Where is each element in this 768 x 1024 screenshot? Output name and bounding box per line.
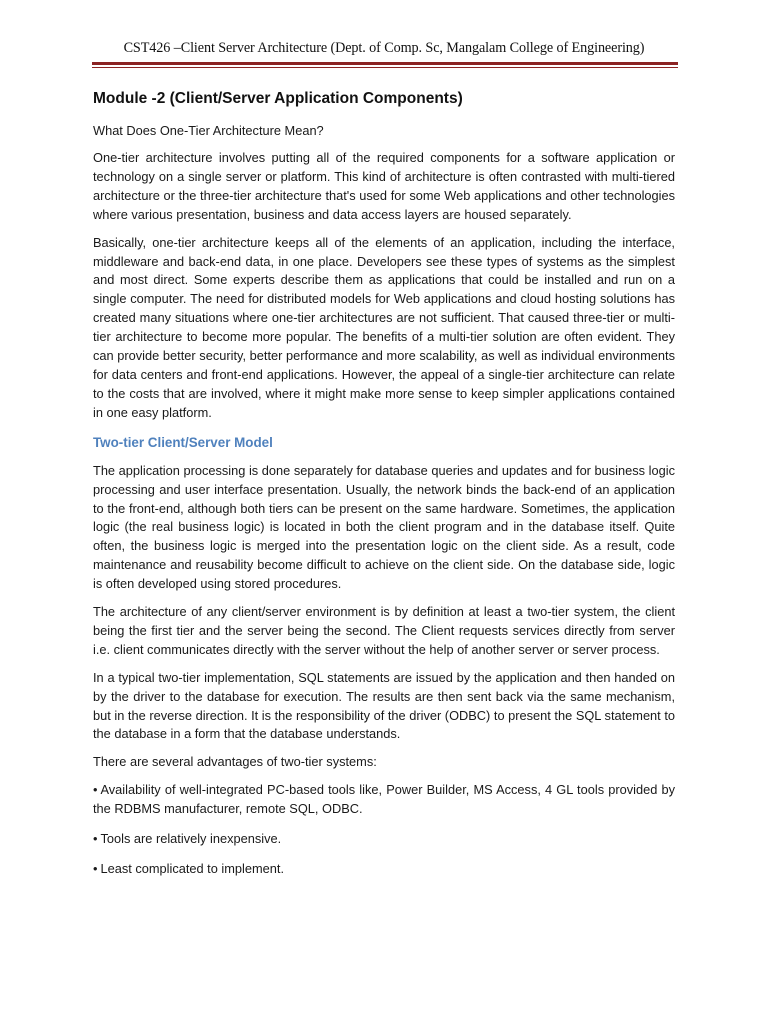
advantage-bullet-3	[93, 860, 675, 879]
bullet-marker: •	[93, 861, 98, 876]
header-rule-thin	[92, 67, 678, 68]
one-tier-paragraph-1: One-tier architecture involves putting all of the required components for a software application or technology on a single server or platform. This kind of architecture is often contrasted with multi-tiered architecture or the three-tier architecture that's used for some Web applications and other technologies where various presentation, business and data access layers are housed separately.	[93, 150, 675, 222]
header-rule-thick	[92, 62, 678, 65]
advantage-bullet-2	[93, 830, 675, 849]
advantage-bullet-1	[93, 781, 675, 819]
document-body	[93, 86, 675, 890]
two-tier-paragraph-2: The architecture of any client/server environment is by definition at least a two-tier system, the client being the first tier and the server being the second. The Client requests services directly from server i.e. client communicates directly with the server without the help of another server or server process.	[93, 604, 675, 657]
one-tier-question: What Does One-Tier Architecture Mean?	[93, 123, 324, 138]
bullet-text: Least complicated to implement.	[100, 861, 284, 876]
two-tier-paragraph-1: The application processing is done separately for database queries and updates and for business logic processing and user interface presentation. Usually, the network binds the back-end of an application to the front-end, although both tiers can be present on the same hardware. Sometimes, the application logic (the real business logic) is located in both the client program and in the database itself. Quite often, the business logic is merged into the presentation logic on the client side. As a result, code maintenance and reusability become difficult to achieve on the client side. On the database side, logic is often developed using stored procedures.	[93, 462, 675, 592]
one-tier-paragraph-2: Basically, one-tier architecture keeps all of the elements of an application, including the interface, middleware and back-end data, in one place. Developers see these types of systems as the simplest and most direct. Some experts describe them as applications that could be installed and run on a single computer. The need for distributed models for Web applications and cloud hosting solutions has created many situations where one-tier architectures are not sufficient. That caused three-tier or multi-tier architecture to become more popular. The benefits of a multi-tier solution are often evident. They can provide better security, better performance and more scalability, as well as individual environments for data centers and front-end applications. However, the appeal of a single-tier architecture can relate to the costs that are involved, where it might make more sense to keep simpler applications contained in one easy platform.	[93, 234, 675, 420]
bullet-text: Tools are relatively inexpensive.	[100, 831, 282, 847]
bullet-marker: •	[93, 831, 98, 847]
module-title: Module -2 (Client/Server Application Components)	[93, 90, 463, 107]
bullet-marker: •	[93, 782, 98, 798]
bullet-text: Availability of well-integrated PC-based tools like, Power Builder, MS Access, 4 GL tools provided by the RDBMS manufacturer, remote SQL, ODBC.	[93, 782, 675, 817]
two-tier-paragraph-3: In a typical two-tier implementation, SQL statements are issued by the application and then handed on by the driver to the database for execution. The results are then sent back via the same mechanism, but in the reverse direction. It is the responsibility of the driver (ODBC) to present the SQL statement to the database in a form that the database understands.	[93, 669, 675, 742]
page-header: CST426 –Client Server Architecture (Dept. of Comp. Sc, Mangalam College of Engineering)	[123, 40, 645, 56]
two-tier-heading: Two-tier Client/Server Model	[93, 434, 273, 450]
advantages-intro: There are several advantages of two-tier systems:	[93, 754, 377, 770]
